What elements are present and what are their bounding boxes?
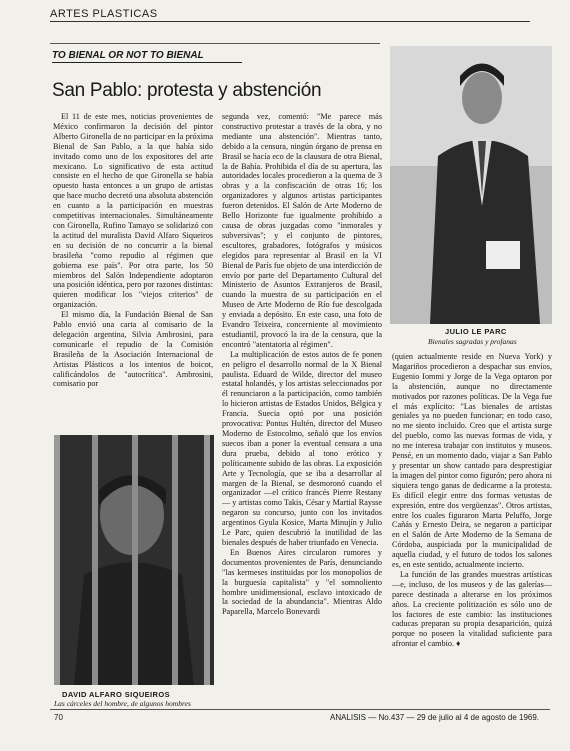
article-column-3 [392,352,552,687]
paragraph: En Buenos Aires circularon rumores y documentos provenientes de París, denunciando "las kermeses instituidas por los monopolios de la burguesía capitalista" y "el somnoliento hombre unidimensional, esclavo intoxicado de la sociedad de la abundancia". Mientras Aldo Paparella, Marcelo Bonevardi [222,547,382,617]
photo-julio-le-parc [390,46,552,324]
paragraph: La multiplicación de estos autos de fe ponen en peligro el desarrollo normal de la X Bienal paulista. Eduard de Wilde, director del museo estatal holandés, y los artistas seleccionados por él renunciaron a la participación, como también lo hicieron artistas de Estados Unidos, Bélgica y Francia. Suecia optó por una posición provocativa: Pontus Hultén, director del Museo Moderno de Estocolmo, señaló que los envíos suecos iban a poner la eventual censura a una dura prueba, debido al tono erótico y políticamente subido de las obras. La exposición Arte y Tecnología, que se iba a desarrollar al margen de la Bienal, se desmoronó cuando el organizador —el crítico francés Pierre Restany— y artistas como Takis, César y Martial Raysse negaron su concurso, junto con los invitados argentinos Gyula Kosice, Marta Minujín y Julio Le Parc, quien descubrió la inutilidad de las bienales después de haber triunfado en Venecia. [222,349,382,547]
divider [50,709,550,710]
headline: San Pablo: protesta y abstención [52,80,322,101]
issue-line: ANALISIS — No.437 — 29 de julio al 4 de agosto de 1969. [330,713,540,722]
paragraph: El mismo día, la Fundación Bienal de San Pablo envió una carta al comisario de la delegación argentina, Silvia Ambrosini, para comunicarle el repudio de la Comisión Brasileña de la Asociación Internacional de Artistas Plásticos a los intentos de boicot, calificándolos de "autocrítica". Ambrosini, comisario por [53,310,213,389]
kicker: TO BIENAL OR NOT TO BIENAL [52,50,242,63]
article-column-2 [222,112,382,652]
section-heading: ARTES PLASTICAS [50,8,530,22]
caption-text: Bienales sagradas y profanas [428,337,517,346]
paragraph: segunda vez, comentó: "Me parece más constructivo protestar a través de la obra, y no mediante una abstención". Mientras tanto, debido a la censura, ningún órgano de prensa en Brasil se hacía eco de la clausura de otra Bienal, la de Bahía. Prohibida el día de su apertura, las autoridades locales procedieron a la quema de 3 obras y a la confiscación de otras 16; los organizadores y algunos artistas participantes fueron detenidos. El Salón de Arte Moderno de Bello Horizonte fue igualmente prohibido a causa de obras juzgadas como "inmorales y subversivas"; y el conjunto de pintores, escultores, grabadores, fotógrafos y músicos elegidos para representar al Brasil en la VI Bienal de París fue objeto de una interdicción de envío por parte del Departamento Cultural del Ministerio de Asuntos Extranjeros de Brasil, cuando la muestra de su participación en el Museo de Arte Moderno de Río fue descolgada y enviada a depósito. En este caso, una foto de Evandro Teixeira, concerniente al movimiento estudiantil, provocó la ira de la censura, que la encontró "atentatoria al régimen". [222,112,382,349]
divider [50,43,380,44]
caption-name: JULIO LE PARC [445,327,507,336]
paragraph: La función de las grandes muestras artísticas —e, incluso, de los museos y de las galerías— parece destinada a alterarse en los próximos años. La creciente politización es sólo uno de los factores de este cambio: las instituciones caducas preparan su propia desaparición, quizá porque no poseen la vitalidad suficiente para afrontar el cambio. ♦ [392,569,552,649]
caption-name: DAVID ALFARO SIQUEIROS [62,690,170,699]
photo-david-alfaro-siqueiros [54,435,214,685]
paragraph: (quien actualmente reside en Nueva York) y Magariños procedieron a despachar sus envíos, Eugenio Iommi y Jorge de la Vega optaron por la abstención, aunque no directamente motivados por razones políticas. De la Vega fue el más explícito: "Las bienales de artistas geniales ya no pueden funcionar; en todo caso, no me siento incluido. Creo que el artista surge del pueblo, como las nuevas formas de vida, y no me interesa trabajar con institutos y museos. Pensé, en un momento dado, viajar a San Pablo y presentar un show cantado para desprestigiar la imagen del pintor como figurón; pero ahora ni siquiera tengo ganas de dedicarme a la protesta. Es difícil elegir entre dos formas vetustas de expresión, entre dos vergüenzas". Otros artistas, entre los cuales figuraron Marta Peluffo, Jorge Cañás y Ernesto Deira, se negaron a participar en el Salón de Arte Moderno de la Semana de Córdoba, auspiciada por la municipalidad de aquella ciudad, y el futuro de todos los salones es, en este sentido, actualmente incierto. [392,352,552,570]
article-column-1 [53,112,213,432]
caption-text: Las cárceles del hombre, de algunos hombres [54,699,191,708]
paragraph: El 11 de este mes, noticias provenientes de México confirmaron la decisión del pintor Alberto Gironella de no participar en la próxima Bienal de San Pablo, a la que había sido invitado como uno de los expositores del arte mexicano. Lo significativo de esta actitud consiste en el hecho de que Gironella se había opuesto hasta entonces a un grupo de artistas que hace mucho decretó una absoluta abstención en cuanto a la participación en muestras competitivas internacionales. Simultáneamente con Gironella, Rufino Tamayo se solidarizó con la actitud del muralista David Alfaro Siqueiros en su decisión de no concurrir a la bienal brasileña "como repudio al régimen que gobierna ese país". Por otra parte, los 50 miembros del Salón Independiente adoptaron una posición idéntica, pero por razones distintas: quieren modificar los "viejos criterios" de organización. [53,112,213,310]
page-number: 70 [54,713,63,722]
